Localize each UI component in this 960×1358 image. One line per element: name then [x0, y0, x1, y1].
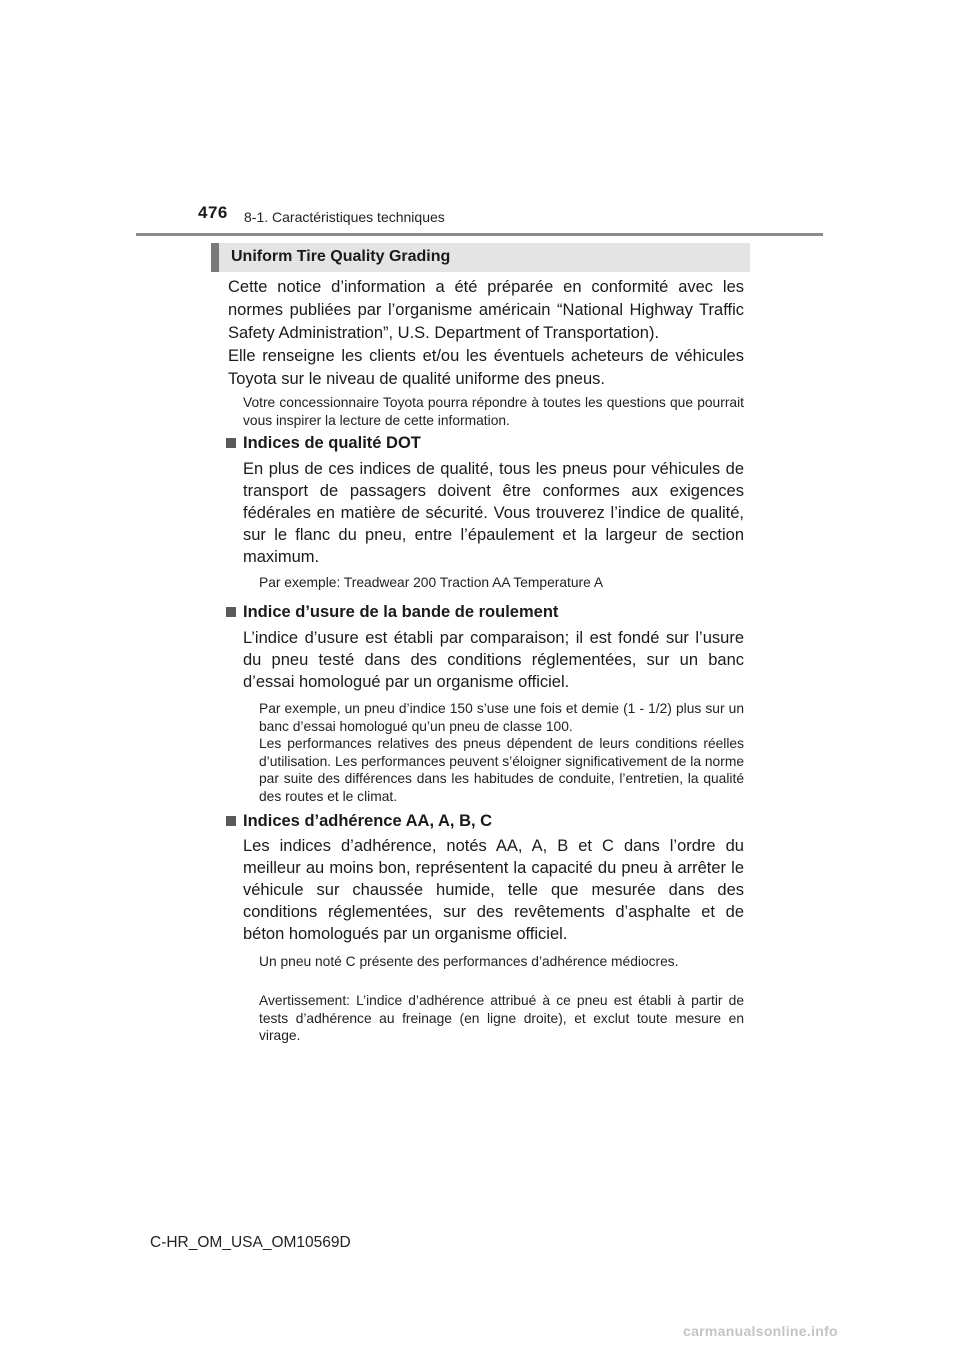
treadwear-note-1: Par exemple, un pneu d’indice 150 s’use une fois et demie (1 - 1/2) plus sur un banc d’essai homologué qu’un pneu de classe 100. — [259, 701, 744, 734]
section-title: Uniform Tire Quality Grading — [231, 248, 451, 265]
watermark: carmanualsonline.info — [683, 1323, 838, 1339]
intro-paragraph-2: Elle renseigne les clients et/ou les éventuels acheteurs de véhicules Toyota sur le niveau de qualité uniforme des pneus. — [228, 347, 744, 388]
intro-note: Votre concessionnaire Toyota pourra répondre à toutes les questions que pourrait vous inspirer la lecture de cette information. — [243, 395, 744, 428]
heading-dot-grades — [226, 432, 421, 454]
treadwear-note-2: Les performances relatives des pneus dépendent de leurs conditions réelles d’utilisation. Les performances peuvent s’éloigner significativement de la norme par suite des différences dans les habitudes de conduite, l’entretien, la qualité des routes et le climat. — [259, 736, 744, 804]
intro-paragraph-1: Cette notice d’information a été préparée en conformité avec les normes publiées par l’organisme américain “National Highway Traffic Safety Administration”, U.S. Department of Transportation). — [228, 278, 744, 342]
dot-grades-example: Par exemple: Treadwear 200 Traction AA Temperature A — [259, 575, 604, 590]
square-bullet-icon — [226, 607, 236, 617]
square-bullet-icon — [226, 816, 236, 826]
page-number: 476 — [198, 203, 228, 222]
dot-grades-body: En plus de ces indices de qualité, tous les pneus pour véhicules de transport de passagers doivent être conformes aux exigences fédérales en matière de sécurité. Vous trouverez l’indice de qualité, sur le flanc du pneu, entre l’épaulement et la largeur de section maximum. — [243, 460, 744, 566]
heading-treadwear — [226, 601, 558, 623]
traction-note-1: Un pneu noté C présente des performances d’adhérence médiocres. — [259, 954, 679, 969]
traction-note-2: Avertissement: L’indice d’adhérence attribué à ce pneu est établi à partir de tests d’adhérence au freinage (en ligne droite), et exclut toute mesure en virage. — [259, 993, 744, 1043]
header-divider — [136, 233, 823, 236]
heading-treadwear-label: Indice d’usure de la bande de roulement — [243, 603, 559, 621]
heading-dot-grades-label: Indices de qualité DOT — [243, 434, 421, 452]
treadwear-body: L’indice d’usure est établi par comparaison; il est fondé sur l’usure du pneu testé dans des conditions réglementées, sur un banc d’essai homologué par un organisme officiel. — [243, 629, 744, 691]
heading-traction-label: Indices d’adhérence AA, A, B, C — [243, 812, 493, 830]
traction-body: Les indices d’adhérence, notés AA, A, B et C dans l’ordre du meilleur au moins bon, représentent la capacité du pneu à arrêter le véhicule sur chaussée humide, telle que mesurée dans des conditions réglementées, sur des revêtements d’asphalte et de béton homologués par un organisme officiel. — [243, 837, 744, 943]
heading-traction — [226, 810, 492, 832]
square-bullet-icon — [226, 438, 236, 448]
section-header: 8-1. Caractéristiques techniques — [244, 209, 445, 225]
document-code: C-HR_OM_USA_OM10569D — [150, 1234, 351, 1251]
section-title-box — [211, 243, 750, 272]
